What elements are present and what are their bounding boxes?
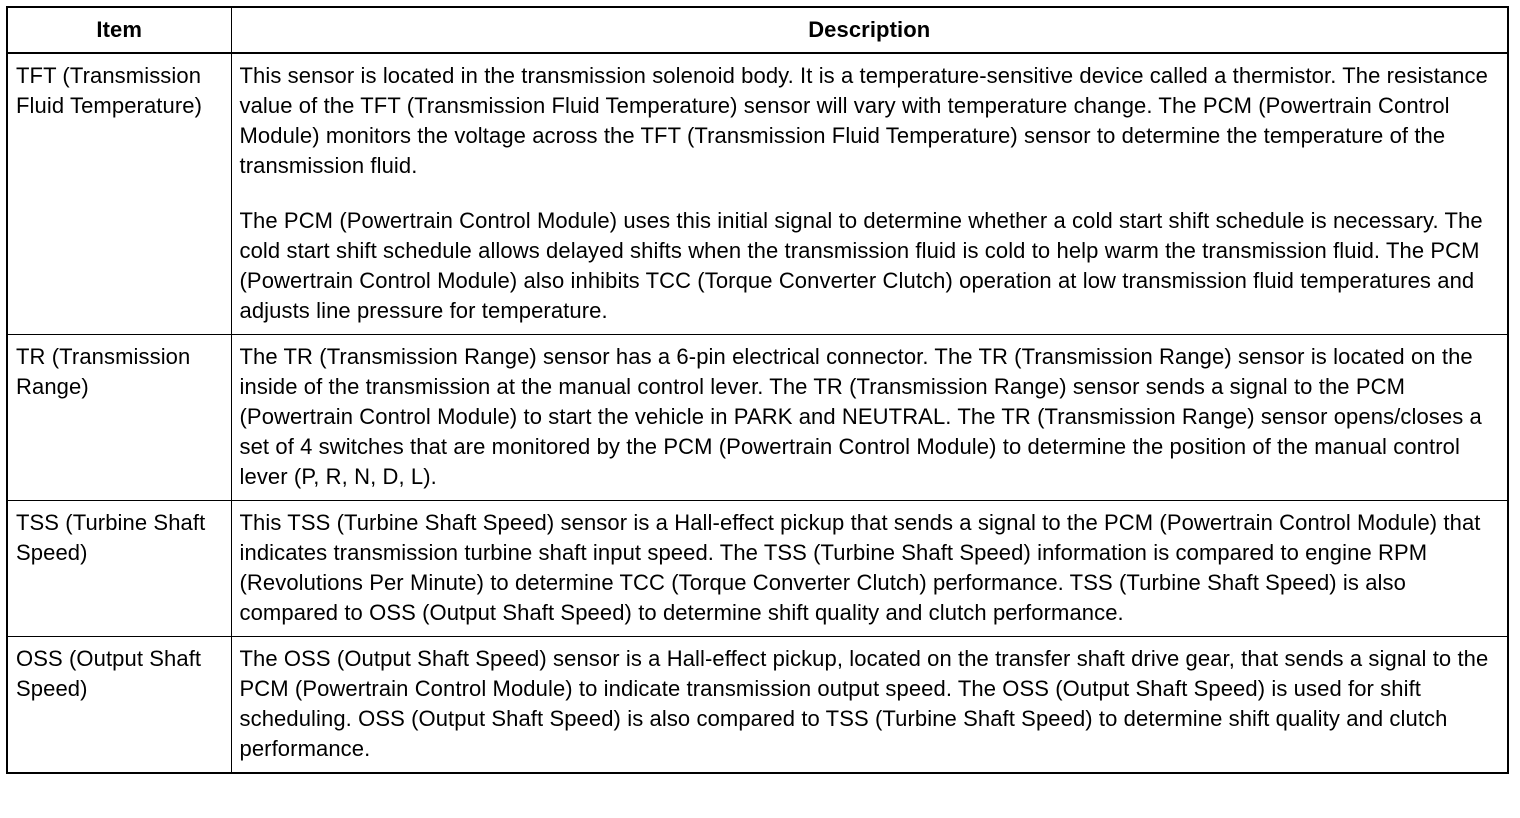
description-paragraph: The OSS (Output Shaft Speed) sensor is a Hall-effect pickup, located on the transfer shaft drive gear, that sends a signal to the PCM (Powertrain Control Module) to indicate transmission output speed. The OSS (Output Shaft Speed) is used for shift scheduling. OSS (Output Shaft Speed) is also compared to TSS (Turbine Shaft Speed) to determine shift quality and clutch performance. [239,646,1489,761]
description-cell [231,637,1508,774]
description-paragraph: This sensor is located in the transmission solenoid body. It is a temperature-sensitive device called a thermistor. The resistance value of the TFT (Transmission Fluid Temperature) sensor will vary with temperature change. The PCM (Powertrain Control Module) monitors the voltage across the TFT (Transmission Fluid Temperature) sensor to determine the temperature of the transmission fluid. [239,63,1488,178]
description-column-header: Description [231,7,1508,53]
description-cell [231,335,1508,501]
description-paragraph: The TR (Transmission Range) sensor has a 6-pin electrical connector. The TR (Transmission Range) sensor is located on the inside of the transmission at the manual control lever. The TR (Transmission Range) sensor sends a signal to the PCM (Powertrain Control Module) to start the vehicle in PARK and NEUTRAL. The TR (Transmission Range) sensor opens/closes a set of 4 switches that are monitored by the PCM (Powertrain Control Module) to determine the position of the manual control lever (P, R, N, D, L). [239,344,1482,489]
table-header-row [7,7,1508,53]
description-paragraph: The PCM (Powertrain Control Module) uses this initial signal to determine whether a cold start shift schedule is necessary. The cold start shift schedule allows delayed shifts when the transmission fluid is cold to help warm the transmission fluid. The PCM (Powertrain Control Module) also inhibits TCC (Torque Converter Clutch) operation at low transmission fluid temperatures and adjusts line pressure for temperature. [239,208,1483,323]
table-row [7,53,1508,335]
table-row [7,335,1508,501]
table-row [7,501,1508,637]
description-cell [231,53,1508,335]
item-cell: TSS (Turbine Shaft Speed) [7,501,231,637]
sensor-description-table [6,6,1509,774]
description-paragraph: This TSS (Turbine Shaft Speed) sensor is a Hall-effect pickup that sends a signal to the PCM (Powertrain Control Module) that indicates transmission turbine shaft input speed. The TSS (Turbine Shaft Speed) information is compared to engine RPM (Revolutions Per Minute) to determine TCC (Torque Converter Clutch) performance. TSS (Turbine Shaft Speed) is also compared to OSS (Output Shaft Speed) to determine shift quality and clutch performance. [239,510,1481,625]
item-cell: TFT (Transmission Fluid Temperature) [7,53,231,335]
item-column-header: Item [7,7,231,53]
item-cell: TR (Transmission Range) [7,335,231,501]
table-row [7,637,1508,774]
description-cell [231,501,1508,637]
item-cell: OSS (Output Shaft Speed) [7,637,231,774]
